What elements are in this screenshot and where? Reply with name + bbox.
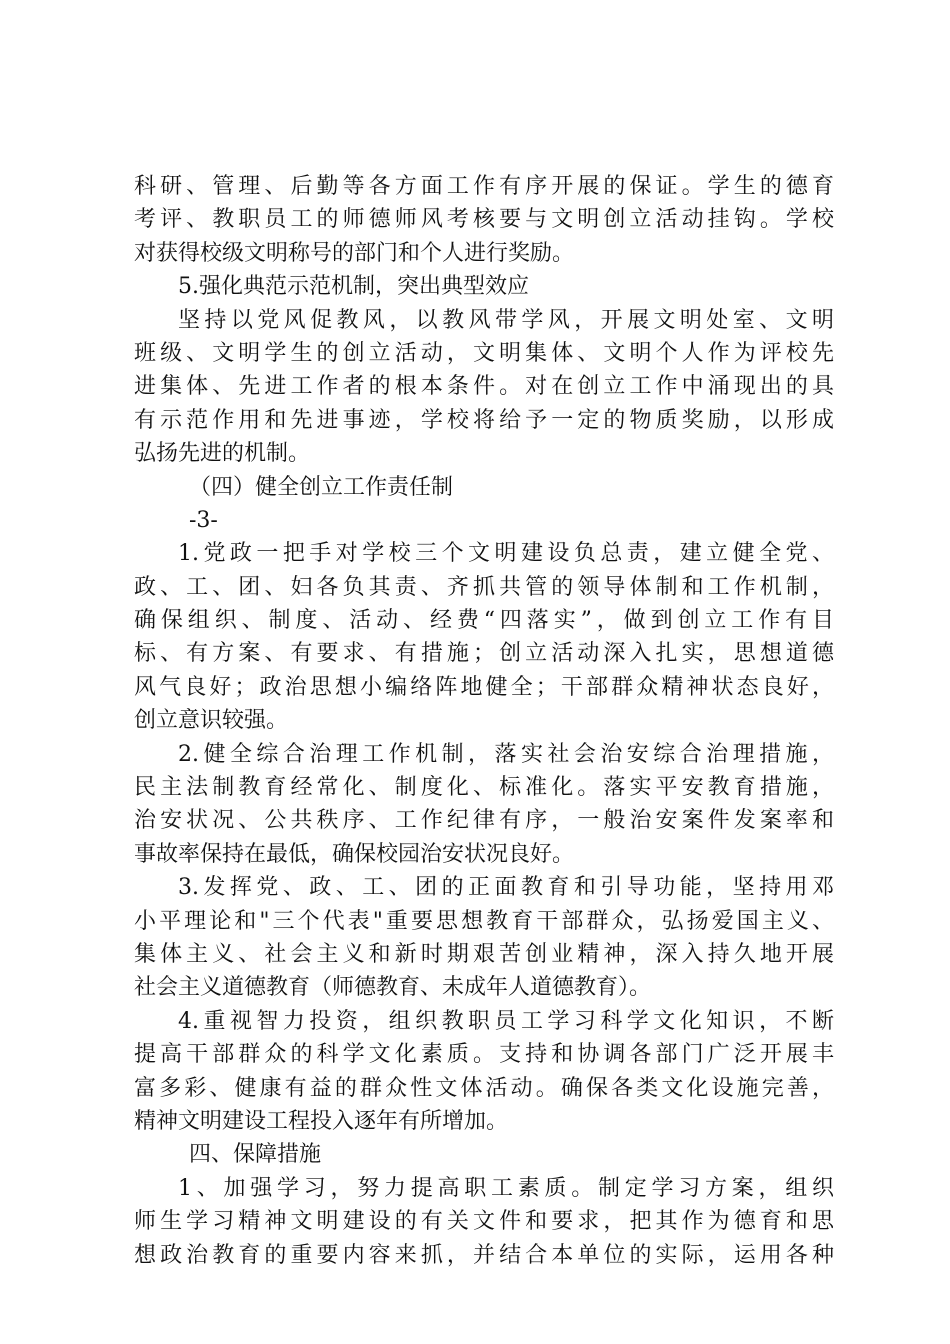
- text-line: 治安状况、公共秩序、工作纪律有序，一般治安案件发案率和: [134, 808, 834, 834]
- page-number: -3-: [189, 507, 218, 533]
- text-line: 精神文明建设工程投入逐年有所增加。: [134, 1108, 509, 1134]
- text-line: 风气良好；政治思想小编络阵地健全；干部群众精神状态良好，: [134, 674, 834, 700]
- document-body: [134, 170, 834, 1272]
- text-line: 科研、管理、后勤等各方面工作有序开展的保证。学生的德育: [134, 174, 834, 199]
- text-line: 坚持以党风促教风，以教风带学风，开展文明处室、文明: [178, 307, 834, 333]
- text-line: 师生学习精神文明建设的有关文件和要求，把其作为德育和思: [134, 1209, 834, 1235]
- text-line: 标、有方案、有要求、有措施；创立活动深入扎实，思想道德: [134, 641, 834, 667]
- text-line: 创立意识较强。: [134, 708, 289, 734]
- text-line: 班级、文明学生的创立活动，文明集体、文明个人作为评校先: [134, 340, 834, 366]
- text-line: 民主法制教育经常化、制度化、标准化。落实平安教育措施，: [134, 775, 834, 801]
- text-line: 1、加强学习，努力提高职工素质。制定学习方案，组织: [178, 1175, 834, 1201]
- text-line: 考评、教职员工的师德师风考核要与文明创立活动挂钩。学校: [134, 207, 834, 233]
- text-line: 1.党政一把手对学校三个文明建设负总责，建立健全党、: [178, 541, 834, 567]
- text-line: 小平理论和"三个代表"重要思想教育干部群众，弘扬爱国主义、: [134, 908, 834, 934]
- text-line: 进集体、先进工作者的根本条件。对在创立工作中涌现出的具: [134, 374, 834, 400]
- text-line: 富多彩、健康有益的群众性文体活动。确保各类文化设施完善，: [134, 1075, 834, 1101]
- section-heading: 5.强化典范示范机制，突出典型效应: [178, 274, 529, 300]
- text-line: 有示范作用和先进事迹，学校将给予一定的物质奖励，以形成: [134, 407, 834, 433]
- text-line: 对获得校级文明称号的部门和个人进行奖励。: [134, 240, 575, 266]
- text-line: 4.重视智力投资，组织教职员工学习科学文化知识，不断: [178, 1008, 834, 1034]
- text-line: 集体主义、社会主义和新时期艰苦创业精神，深入持久地开展: [134, 941, 834, 967]
- text-line: 3.发挥党、政、工、团的正面教育和引导功能，坚持用邓: [178, 875, 834, 901]
- text-line: 政、工、团、妇各负其责、齐抓共管的领导体制和工作机制，: [134, 574, 834, 600]
- section-heading: （四）健全创立工作责任制: [189, 474, 454, 500]
- section-heading: 四、保障措施: [189, 1142, 322, 1168]
- text-line: 事故率保持在最低，确保校园治安状况良好。: [134, 841, 575, 867]
- text-line: 社会主义道德教育（师德教育、未成年人道德教育）。: [134, 975, 652, 1001]
- text-line: 想政治教育的重要内容来抓，并结合本单位的实际，运用各种: [134, 1242, 834, 1268]
- text-line: 弘扬先进的机制。: [134, 441, 311, 467]
- text-line: 提高干部群众的科学文化素质。支持和协调各部门广泛开展丰: [134, 1042, 834, 1068]
- text-line: 2.健全综合治理工作机制，落实社会治安综合治理措施，: [178, 741, 834, 767]
- text-line: 确保组织、制度、活动、经费“四落实”，做到创立工作有目: [134, 608, 834, 634]
